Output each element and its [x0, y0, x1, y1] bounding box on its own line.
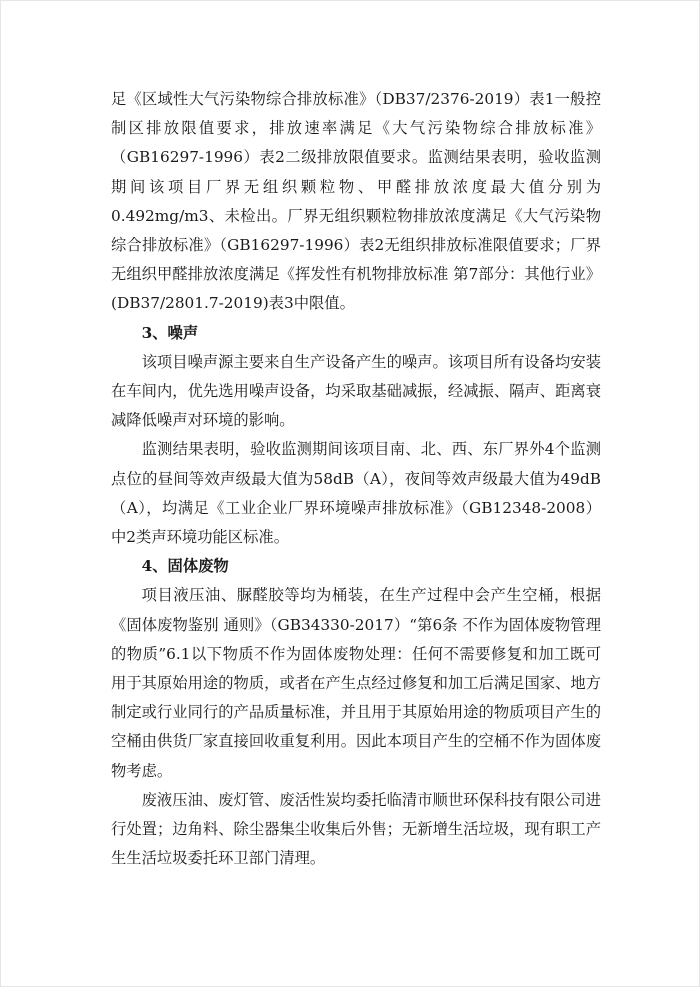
paragraph-noise-sources: 该项目噪声源主要来自生产设备产生的噪声。该项目所有设备均安装在车间内，优先选用噪声设备，均采取基础减振，经减振、隔声、距离衰减降低噪声对环境的影响。 — [111, 352, 601, 430]
paragraph-waste-disposal: 废液压油、废灯管、废活性炭均委托临清市顺世环保科技有限公司进行处置；边角料、除尘器集尘收集后外售；无新增生活垃圾，现有职工产生生活垃圾委托环卫部门清理。 — [111, 790, 601, 868]
document-body — [111, 85, 601, 873]
section-heading-noise: 3、噪声 — [141, 323, 199, 342]
paragraph-noise-monitoring: 监测结果表明，验收监测期间该项目南、北、西、东厂界外4个监测点位的昼间等效声级最大值为58dB（A），夜间等效声级最大值为49dB（A），均满足《工业企业厂界环境噪声排放标准》（GB12348-2008）中2类声环境功能区标准。 — [111, 440, 601, 547]
section-heading-solid-waste: 4、固体废物 — [141, 557, 229, 576]
paragraph-air-emissions-continuation: 足《区域性大气污染物综合排放标准》（DB37/2376-2019）表1一般控制区排放限值要求，排放速率满足《大气污染物综合排放标准》（GB16297-1996）表2二级排放限值要求。监测结果表明，验收监测期间该项目厂界无组织颗粒物、甲醛排放浓度最大值分别为0.492mg/m3、未检出。厂界无组织颗粒物排放浓度满足《大气污染物综合排放标准》（GB16297-1996）表2无组织排放标准限值要求；厂界无组织甲醛排放浓度满足《挥发性有机物排放标准 第7部分：其他行业》(DB37/2801.7-2019)表3中限值。 — [111, 90, 601, 313]
paragraph-empty-drums: 项目液压油、脲醛胶等均为桶装，在生产过程中会产生空桶，根据《固体废物鉴别 通则》（GB34330-2017）“第6条 不作为固体废物管理的物质”6.1以下物质不作为固体废物处理：任何不需要修复和加工既可用于其原始用途的物质，或者在产生点经过修复和加工后满足国家、地方制定或行业同行的产品质量标准，并且用于其原始用途的物质项目产生的空桶由供货厂家直接回收重复利用。因此本项目产生的空桶不作为固体废物考虑。 — [111, 586, 601, 780]
